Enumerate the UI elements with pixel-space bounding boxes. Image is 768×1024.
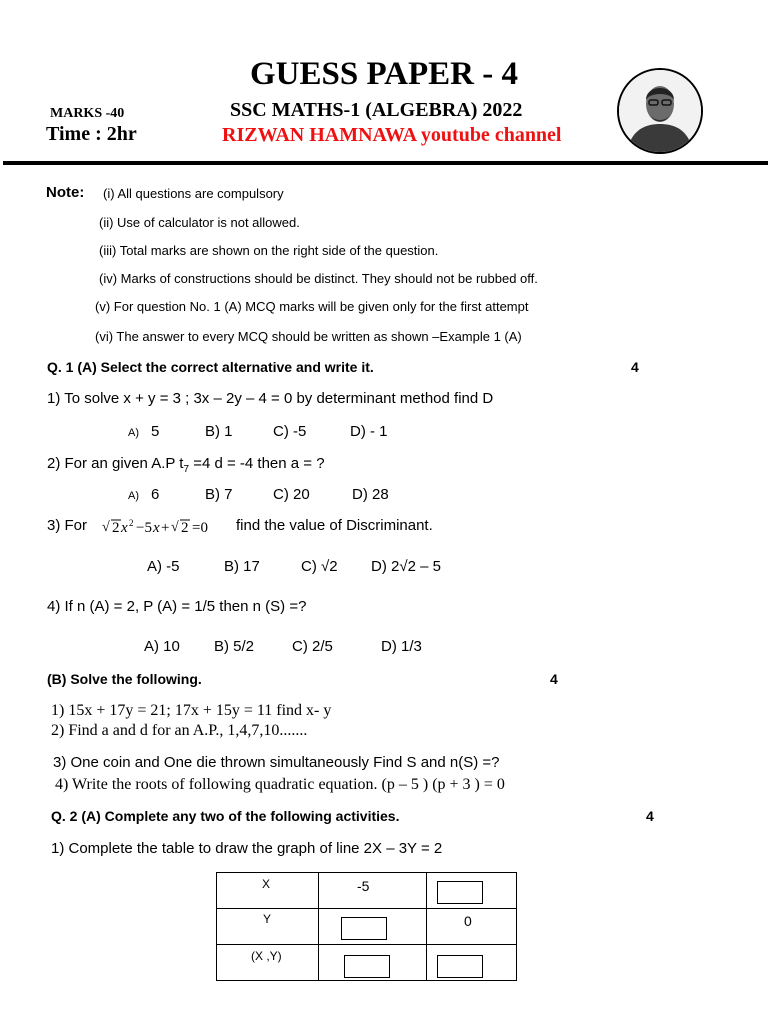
q1a-marks: 4 (631, 359, 639, 375)
answer-box[interactable] (437, 881, 483, 904)
mcq-question-1: 1) To solve x + y = 3 ; 3x – 2y – 4 = 0 by determinant method find D (47, 390, 494, 407)
mcq-option: C) 2/5 (292, 638, 333, 655)
mcq-option: C) √2 (301, 558, 338, 575)
mcq-option: B) 7 (205, 486, 233, 503)
mcq-option: B) 17 (224, 558, 260, 575)
activity-1-text: 1) Complete the table to draw the graph of line 2X – 3Y = 2 (51, 840, 443, 857)
mcq-option: B) 1 (205, 423, 233, 440)
svg-text:x: x (153, 520, 160, 536)
total-marks: MARKS -40 (50, 106, 125, 121)
svg-text:√: √ (171, 520, 179, 535)
table-cell: X (217, 873, 319, 909)
q2a-heading: Q. 2 (A) Complete any two of the following activities. (51, 808, 400, 824)
note-heading: Note: (46, 184, 85, 201)
table-row (217, 873, 517, 909)
table-row (217, 909, 517, 945)
activity-table (216, 872, 517, 981)
mcq-question-4: 4) If n (A) = 2, P (A) = 1/5 then n (S) =? (47, 598, 307, 615)
mcq-option: A) 10 (144, 638, 180, 655)
mcq-option: A) (128, 490, 139, 502)
mcq-option: C) -5 (273, 423, 307, 440)
svg-text:2: 2 (181, 520, 189, 536)
answer-box[interactable] (437, 955, 483, 978)
solve-item-4: 4) Write the roots of following quadratic equation. (p – 5 ) (p + 3 ) = 0 (55, 776, 505, 793)
note-item: (vi) The answer to every MCQ should be written as shown –Example 1 (A) (95, 329, 522, 344)
note-item: (ii) Use of calculator is not allowed. (99, 215, 300, 230)
subscript-index: 7 (183, 464, 190, 475)
mcq-option: A) (128, 427, 139, 439)
mcq-option: D) 1/3 (381, 638, 422, 655)
note-item: (iv) Marks of constructions should be distinct. They should not be rubbed off. (99, 271, 538, 286)
table-cell: -5 (319, 873, 427, 909)
mcq-question-3-text: find the value of Discriminant. (236, 517, 433, 534)
mcq-option: D) 2√2 – 5 (371, 558, 441, 575)
q1b-marks: 4 (550, 671, 558, 687)
table-cell (427, 945, 517, 981)
svg-text:+: + (161, 520, 170, 536)
paper-title: GUESS PAPER - 4 (250, 56, 518, 92)
q1a-heading: Q. 1 (A) Select the correct alternative and write it. (47, 359, 374, 375)
answer-box[interactable] (344, 955, 390, 978)
table-cell: 0 (427, 909, 517, 945)
table-cell (319, 945, 427, 981)
exam-time: Time : 2hr (46, 123, 137, 145)
mcq-option: B) 5/2 (214, 638, 255, 655)
header-divider (3, 161, 768, 165)
mcq-question-3-label: 3) For (47, 517, 88, 534)
mcq-option: D) - 1 (350, 423, 388, 440)
table-cell: (X ,Y) (217, 945, 319, 981)
table-row (217, 945, 517, 981)
svg-text:−5: −5 (136, 520, 152, 536)
table-cell: Y (217, 909, 319, 945)
svg-text:2: 2 (112, 520, 120, 536)
mcq-question-2: 2) For an given A.P $t_7 =4$ d = -4 then a = ? (47, 455, 325, 475)
mcq-option: 5 (151, 423, 160, 440)
solve-item-1: 1) 15x + 17y = 21; 17x + 15y = 11 find x- y (51, 702, 332, 719)
note-item: (v) For question No. 1 (A) MCQ marks will be given only for the first attempt (95, 299, 529, 314)
mcq-option: A) -5 (147, 558, 180, 575)
svg-text:x: x (121, 520, 128, 536)
quadratic-equation (102, 515, 232, 544)
svg-text:=0: =0 (192, 520, 208, 536)
answer-box[interactable] (341, 917, 387, 940)
note-item: (iii) Total marks are shown on the right side of the question. (99, 243, 439, 258)
svg-text:√: √ (102, 520, 110, 535)
solve-item-2: 2) Find a and d for an A.P., 1,4,7,10....... (51, 722, 308, 739)
author-photo (617, 68, 703, 154)
mcq-option: D) 28 (352, 486, 389, 503)
q2a-marks: 4 (646, 808, 654, 824)
q1b-heading: (B) Solve the following. (47, 671, 202, 687)
subject-title: SSC MATHS-1 (ALGEBRA) 2022 (230, 99, 523, 121)
svg-text:2: 2 (129, 518, 134, 528)
note-item: (i) All questions are compulsory (103, 186, 284, 201)
table-cell (319, 909, 427, 945)
channel-name: RIZWAN HAMNAWA youtube channel (222, 124, 562, 146)
mcq-option: C) 20 (273, 486, 310, 503)
mcq-option: 6 (151, 486, 160, 503)
solve-item-3: 3) One coin and One die thrown simultaneously Find S and n(S) =? (53, 754, 500, 771)
table-cell (427, 873, 517, 909)
